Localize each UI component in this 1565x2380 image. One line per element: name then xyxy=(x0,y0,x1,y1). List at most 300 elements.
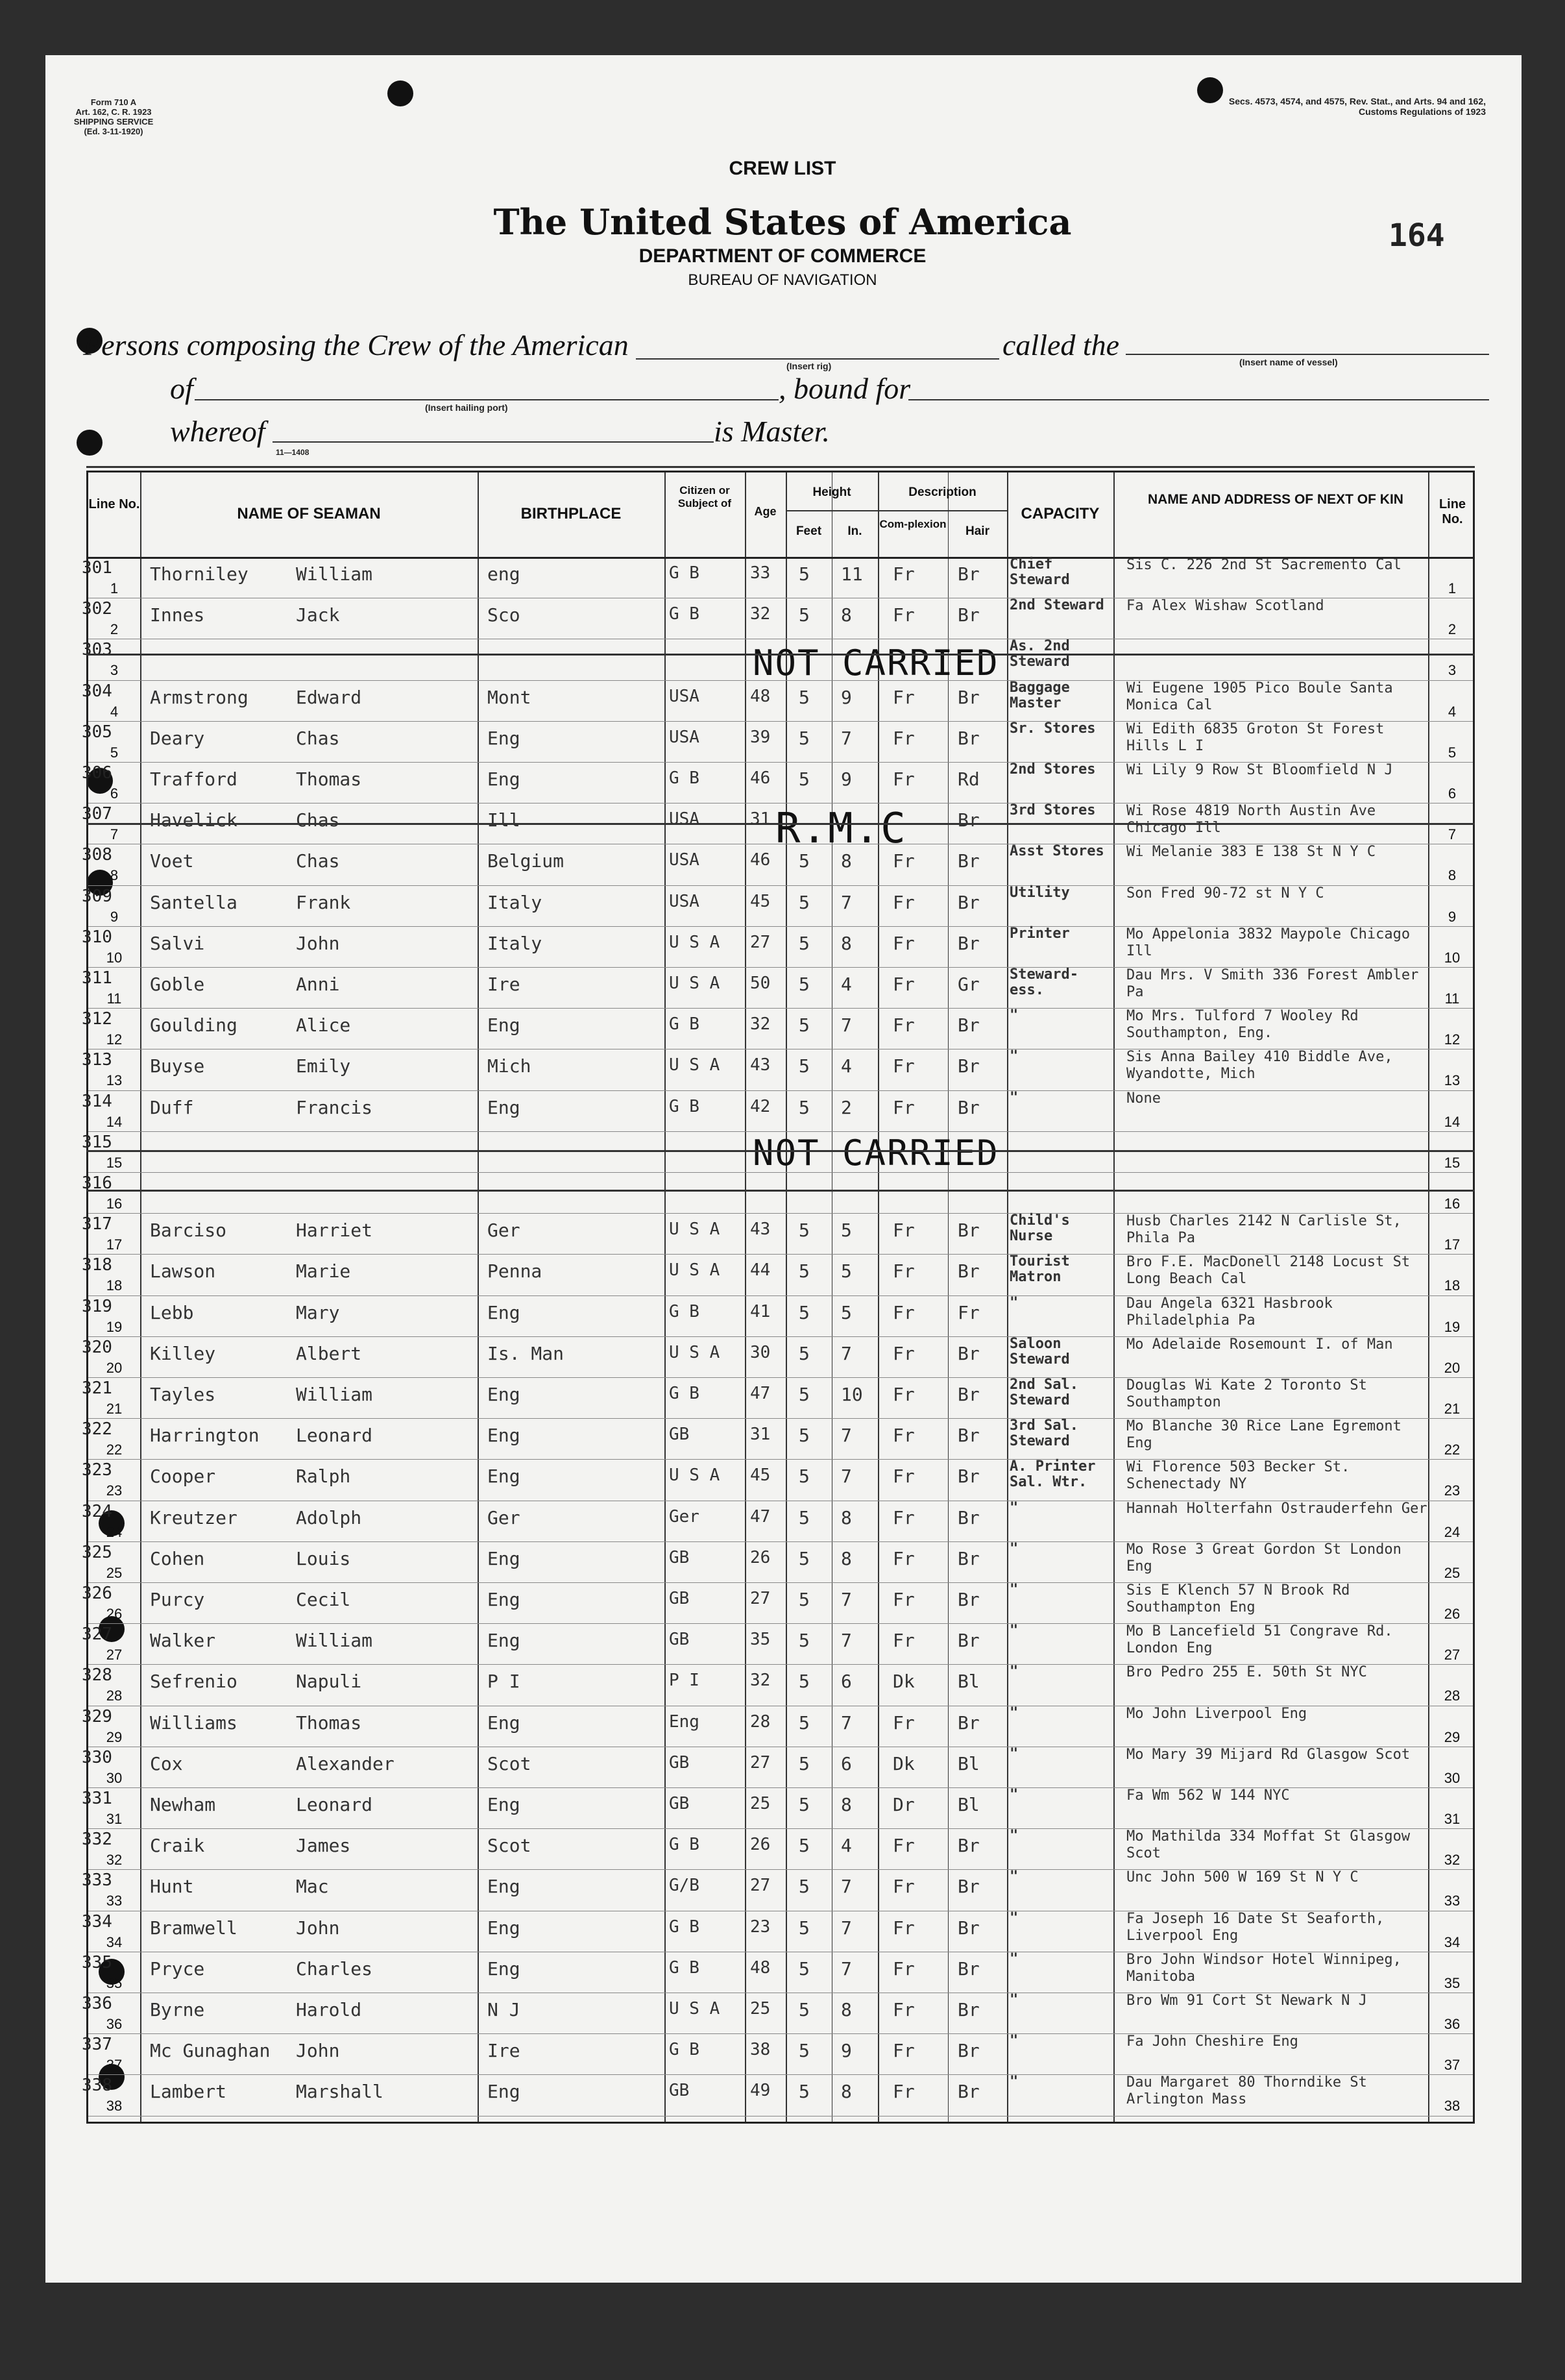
hair: Br xyxy=(958,1506,980,1528)
strike-line xyxy=(86,823,1475,825)
height-inches: 4 xyxy=(841,1835,852,1857)
age: 28 xyxy=(750,1711,771,1732)
seaman-last-name: Walker xyxy=(150,1630,216,1652)
hair: Bl xyxy=(958,1794,980,1815)
height-feet: 5 xyxy=(799,1425,810,1447)
seaman-last-name: Cox xyxy=(150,1752,183,1774)
seaman-last-name: Voet xyxy=(150,850,194,872)
line-number-right: 29 xyxy=(1444,1728,1461,1745)
age: 45 xyxy=(750,891,771,911)
table-row xyxy=(82,966,1473,1008)
citizen-of: USA xyxy=(669,686,699,706)
birthplace: P I xyxy=(487,1671,520,1693)
whereof-label: whereof xyxy=(170,415,265,448)
citizen-of: GB xyxy=(669,1794,690,1813)
capacity: 2nd Sal. Steward xyxy=(1010,1377,1078,1408)
height-feet: 5 xyxy=(799,932,810,954)
strike-line xyxy=(86,654,1475,656)
next-of-kin: Mo B Lancefield 51 Congrave Rd. London Eng xyxy=(1126,1623,1393,1657)
height-feet: 5 xyxy=(799,1260,810,1282)
complexion: Fr xyxy=(893,1014,915,1037)
table-row xyxy=(82,1377,1473,1418)
capacity: " xyxy=(1010,1950,1019,1967)
hair: Br xyxy=(958,1917,980,1939)
next-of-kin: Mo Adelaide Rosemount I. of Man xyxy=(1126,1336,1393,1353)
birthplace: Eng xyxy=(487,1794,520,1815)
hair: Br xyxy=(958,1835,980,1857)
capacity: Asst Stores xyxy=(1010,843,1104,860)
handwritten-line-number: 303 xyxy=(82,640,112,660)
rmc-stamp: R.M.C xyxy=(775,805,907,853)
citizen-of: USA xyxy=(669,809,699,829)
seaman-first-name: Alice xyxy=(296,1014,351,1037)
table-row xyxy=(82,1172,1473,1213)
department-title: DEPARTMENT OF COMMERCE xyxy=(638,245,927,267)
height-feet: 5 xyxy=(799,768,810,790)
seaman-first-name: Leonard xyxy=(296,1794,373,1815)
col-birthplace: BIRTHPLACE xyxy=(520,505,622,522)
capacity: Printer xyxy=(1010,925,1070,942)
line-number-right: 38 xyxy=(1444,2098,1461,2115)
hair: Br xyxy=(958,1342,980,1364)
birthplace: Eng xyxy=(487,1630,520,1652)
next-of-kin: Mo Mary 39 Mijard Rd Glasgow Scot xyxy=(1126,1746,1411,1763)
hair: Br xyxy=(958,563,980,585)
capacity: Baggage Master xyxy=(1010,679,1070,711)
line-number-right: 28 xyxy=(1444,1687,1461,1704)
table-row xyxy=(82,2033,1473,2074)
height-feet: 5 xyxy=(799,1055,810,1077)
persons-composing-label: Persons composing the Crew of the American xyxy=(83,328,629,362)
handwritten-line-number: 329 xyxy=(82,1706,112,1726)
capacity: A. Printer Sal. Wtr. xyxy=(1010,1458,1096,1491)
line-number: 18 xyxy=(106,1277,123,1294)
seaman-first-name: Ralph xyxy=(296,1466,351,1488)
line-number-right: 31 xyxy=(1444,1811,1461,1827)
height-inches: 8 xyxy=(841,932,852,954)
age: 31 xyxy=(750,809,771,829)
hair: Br xyxy=(958,1876,980,1898)
form-service: SHIPPING SERVICE xyxy=(73,117,154,127)
capacity: 3rd Stores xyxy=(1010,802,1096,819)
seaman-first-name: John xyxy=(296,1917,340,1939)
col-line-no: Line No. xyxy=(88,497,140,511)
next-of-kin: Mo Mathilda 334 Moffat St Glasgow Scot xyxy=(1126,1828,1411,1862)
seaman-first-name: John xyxy=(296,2040,340,2062)
height-feet: 5 xyxy=(799,1999,810,2020)
line-number-right: 14 xyxy=(1444,1113,1461,1130)
capacity: Utility xyxy=(1010,884,1070,901)
age: 41 xyxy=(750,1301,771,1321)
height-feet: 5 xyxy=(799,1589,810,1610)
line-number: 3 xyxy=(110,662,119,679)
complexion: Fr xyxy=(893,1384,915,1405)
line-number-right: 33 xyxy=(1444,1893,1461,1909)
line-number-right: 5 xyxy=(1448,744,1457,761)
vessel-fill-line xyxy=(1126,354,1489,355)
handwritten-line-number: 309 xyxy=(82,886,112,906)
table-row xyxy=(82,1089,1473,1131)
height-inches: 8 xyxy=(841,604,852,626)
col-height: Height xyxy=(812,485,851,499)
citizen-of: P I xyxy=(669,1671,699,1691)
citizen-of: U S A xyxy=(669,1260,720,1281)
port-fill-line xyxy=(195,399,779,400)
height-feet: 5 xyxy=(799,1220,810,1242)
birthplace: Eng xyxy=(487,1957,520,1980)
height-inches: 5 xyxy=(841,1220,852,1242)
seaman-last-name: Havelick xyxy=(150,809,237,831)
seaman-first-name: Thomas xyxy=(296,768,362,790)
height-inches: 7 xyxy=(841,891,852,913)
height-inches: 7 xyxy=(841,1425,852,1447)
complexion: Fr xyxy=(893,1342,915,1364)
birthplace: Eng xyxy=(487,1876,520,1898)
birthplace: Italy xyxy=(487,891,542,913)
table-row xyxy=(82,1704,1473,1747)
table-row xyxy=(82,925,1473,967)
next-of-kin: Fa Alex Wishaw Scotland xyxy=(1126,598,1324,615)
table-row xyxy=(82,1745,1473,1787)
seaman-last-name: Kreutzer xyxy=(150,1506,237,1528)
height-feet: 5 xyxy=(799,1342,810,1364)
statute-reference: Secs. 4573, 4574, and 4575, Rev. Stat., and Arts. 94 and 162, Customs Regulations of 1923 xyxy=(1228,96,1486,117)
complexion: Fr xyxy=(893,1999,915,2020)
hair: Br xyxy=(958,1220,980,1242)
table-row xyxy=(82,1417,1473,1459)
seaman-first-name: Louis xyxy=(296,1547,351,1569)
height-inches: 9 xyxy=(841,686,852,708)
line-number: 8 xyxy=(110,867,119,884)
next-of-kin: Unc John 500 W 169 St N Y C xyxy=(1126,1869,1359,1886)
capacity: 2nd Stores xyxy=(1010,761,1096,778)
seaman-last-name: Tayles xyxy=(150,1384,216,1405)
line-number-right: 10 xyxy=(1444,949,1461,966)
next-of-kin: Wi Melanie 383 E 138 St N Y C xyxy=(1126,844,1376,861)
table-row xyxy=(82,1007,1473,1049)
hair: Fr xyxy=(958,1301,980,1323)
height-feet: 5 xyxy=(799,1835,810,1857)
citizen-of: G B xyxy=(669,1096,699,1116)
line-number-right: 3 xyxy=(1448,662,1457,679)
col-feet: Feet xyxy=(795,524,822,538)
capacity: 3rd Sal. Steward xyxy=(1010,1417,1078,1450)
hair: Br xyxy=(958,1957,980,1980)
complexion: Dr xyxy=(893,1794,915,1815)
height-feet: 5 xyxy=(799,1547,810,1569)
complexion: Fr xyxy=(893,727,915,749)
seaman-first-name: Emily xyxy=(296,1055,351,1077)
age: 32 xyxy=(750,604,771,624)
col-citizen: Citizen or Subject of xyxy=(677,484,732,509)
capacity: " xyxy=(1010,2074,1019,2091)
capacity: " xyxy=(1010,1663,1019,1680)
seaman-first-name: Marie xyxy=(296,1260,351,1282)
handwritten-line-number: 312 xyxy=(82,1009,112,1029)
seaman-first-name: Chas xyxy=(296,727,340,749)
seaman-first-name: Jack xyxy=(296,604,340,626)
birthplace: Eng xyxy=(487,768,520,790)
birthplace: Eng xyxy=(487,1014,520,1037)
citizen-of: G B xyxy=(669,768,699,788)
seaman-last-name: Cohen xyxy=(150,1547,205,1569)
header-rule xyxy=(86,466,1475,468)
next-of-kin: Wi Eugene 1905 Pico Boule Santa Monica Cal xyxy=(1126,680,1393,713)
bound-for-label: , bound for xyxy=(779,372,911,405)
hair: Bl xyxy=(958,1671,980,1693)
capacity: " xyxy=(1010,1869,1019,1885)
birthplace: N J xyxy=(487,1999,520,2020)
strike-line xyxy=(86,1150,1475,1152)
country-title: The United States of America xyxy=(493,201,1072,243)
age: 48 xyxy=(750,686,771,706)
handwritten-line-number: 302 xyxy=(82,599,112,619)
line-number: 29 xyxy=(106,1728,123,1745)
destination-fill-line xyxy=(908,399,1489,400)
age: 43 xyxy=(750,1220,771,1240)
table-row xyxy=(82,1909,1473,1952)
line-number: 23 xyxy=(106,1482,123,1499)
age: 39 xyxy=(750,727,771,747)
capacity: " xyxy=(1010,1007,1019,1024)
next-of-kin: Wi Edith 6835 Groton St Forest Hills L I xyxy=(1126,720,1385,754)
line-number-right: 9 xyxy=(1448,908,1457,925)
height-feet: 5 xyxy=(799,1466,810,1488)
hair: Br xyxy=(958,2081,980,2103)
table-row xyxy=(82,1950,1473,1993)
handwritten-line-number: 305 xyxy=(82,722,112,742)
line-number: 37 xyxy=(106,2057,123,2074)
citizen-of: G B xyxy=(669,1384,699,1403)
height-inches: 7 xyxy=(841,1630,852,1652)
height-feet: 5 xyxy=(799,727,810,749)
next-of-kin: Dau Angela 6321 Hasbrook Philadelphia Pa xyxy=(1126,1295,1333,1329)
punch-hole xyxy=(387,80,413,106)
birthplace: Sco xyxy=(487,604,520,626)
capacity: " xyxy=(1010,1048,1019,1065)
table-row xyxy=(82,1992,1473,2033)
line-number-right: 11 xyxy=(1444,990,1460,1007)
next-of-kin: Hannah Holterfahn Ostrauderfehn Ger xyxy=(1126,1500,1427,1517)
next-of-kin: Bro Wm 91 Cort St Newark N J xyxy=(1126,1993,1367,2009)
crew-list-title: CREW LIST xyxy=(729,158,836,179)
complexion: Fr xyxy=(893,563,915,585)
next-of-kin: Dau Mrs. V Smith 336 Forest Ambler Pa xyxy=(1126,967,1419,1000)
complexion: Fr xyxy=(893,686,915,708)
handwritten-line-number: 320 xyxy=(82,1337,112,1357)
handwritten-line-number: 314 xyxy=(82,1091,112,1111)
capacity: Tourist Matron xyxy=(1010,1253,1070,1286)
age: 26 xyxy=(750,1835,771,1855)
citizen-of: GB xyxy=(669,1425,690,1445)
height-inches: 5 xyxy=(841,1301,852,1323)
seaman-first-name: Anni xyxy=(296,974,340,995)
seaman-last-name: Hunt xyxy=(150,1876,194,1898)
not-carried-stamp: NOT CARRIED xyxy=(753,643,999,683)
next-of-kin: Sis C. 226 2nd St Sacremento Cal xyxy=(1126,557,1401,573)
line-number: 34 xyxy=(106,1933,123,1950)
age: 27 xyxy=(750,1589,771,1608)
handwritten-line-number: 324 xyxy=(82,1501,112,1521)
line-number-right: 32 xyxy=(1444,1852,1461,1869)
complexion: Fr xyxy=(893,1876,915,1898)
seaman-last-name: Armstrong xyxy=(150,686,249,708)
complexion: Fr xyxy=(893,1589,915,1610)
height-feet: 5 xyxy=(799,1917,810,1939)
citizen-of: G B xyxy=(669,604,699,624)
capacity: " xyxy=(1010,1499,1019,1516)
citizen-of: GB xyxy=(669,2081,690,2101)
hair: Br xyxy=(958,1096,980,1118)
line-number-right: 21 xyxy=(1444,1401,1461,1417)
table-row xyxy=(82,1787,1473,1828)
handwritten-line-number: 316 xyxy=(82,1173,112,1193)
bureau-title: BUREAU OF NAVIGATION xyxy=(688,271,877,289)
handwritten-line-number: 304 xyxy=(82,681,112,701)
hair: Br xyxy=(958,1999,980,2020)
height-inches: 9 xyxy=(841,768,852,790)
handwritten-line-number: 334 xyxy=(82,1911,112,1932)
line-number: 10 xyxy=(106,949,123,966)
age: 32 xyxy=(750,1014,771,1035)
line-number: 11 xyxy=(106,990,122,1007)
height-inches: 8 xyxy=(841,1506,852,1528)
is-master-label: is Master. xyxy=(714,415,830,448)
handwritten-line-number: 338 xyxy=(82,2076,112,2096)
birthplace: Mich xyxy=(487,1055,531,1077)
form-number: Form 710 A xyxy=(90,97,137,107)
col-complexion: Com-plexion xyxy=(879,518,947,530)
age: 25 xyxy=(750,1794,771,1813)
age: 48 xyxy=(750,1957,771,1978)
seaman-first-name: Thomas xyxy=(296,1711,362,1734)
age: 27 xyxy=(750,1876,771,1896)
seaman-last-name: Mc Gunaghan xyxy=(150,2040,271,2062)
handwritten-line-number: 328 xyxy=(82,1665,112,1686)
birthplace: Ger xyxy=(487,1506,520,1528)
line-number-right: 16 xyxy=(1444,1196,1461,1212)
birthplace: Eng xyxy=(487,1096,520,1118)
next-of-kin: Son Fred 90-72 st N Y C xyxy=(1126,885,1324,902)
line-number-right: 7 xyxy=(1448,826,1457,843)
line-number: 24 xyxy=(106,1523,123,1540)
seaman-last-name: Duff xyxy=(150,1096,194,1118)
line-number-right: 30 xyxy=(1444,1769,1461,1786)
line-number-right: 8 xyxy=(1448,867,1457,884)
hair: Br xyxy=(958,727,980,749)
height-inches: 10 xyxy=(841,1384,863,1405)
height-feet: 5 xyxy=(799,2040,810,2062)
height-feet: 5 xyxy=(799,1384,810,1405)
age: 26 xyxy=(750,1547,771,1567)
birthplace: Eng xyxy=(487,1466,520,1488)
seaman-first-name: Charles xyxy=(296,1957,373,1980)
hair: Br xyxy=(958,850,980,872)
line-number: 16 xyxy=(106,1196,123,1212)
line-number: 26 xyxy=(106,1606,123,1622)
height-inches: 8 xyxy=(841,1794,852,1815)
height-inches: 7 xyxy=(841,1466,852,1488)
complexion: Fr xyxy=(893,1220,915,1242)
hair: Br xyxy=(958,1547,980,1569)
complexion: Fr xyxy=(893,1301,915,1323)
age: 50 xyxy=(750,974,771,993)
capacity: Child's Nurse xyxy=(1010,1212,1070,1245)
age: 32 xyxy=(750,1671,771,1691)
table-row xyxy=(82,1540,1473,1582)
hair: Br xyxy=(958,1260,980,1282)
height-inches: 7 xyxy=(841,1917,852,1939)
line-number: 5 xyxy=(110,744,119,761)
line-number-right: 4 xyxy=(1448,703,1457,720)
seaman-last-name: Pryce xyxy=(150,1957,205,1980)
age: 45 xyxy=(750,1466,771,1486)
line-number-right: 2 xyxy=(1448,621,1457,638)
seaman-last-name: Deary xyxy=(150,727,205,749)
strike-line xyxy=(86,1190,1475,1192)
capacity: " xyxy=(1010,1992,1019,2008)
birthplace: Mont xyxy=(487,686,531,708)
complexion: Fr xyxy=(893,1055,915,1077)
citizen-of: U S A xyxy=(669,1342,720,1362)
age: 27 xyxy=(750,932,771,952)
seaman-last-name: Trafford xyxy=(150,768,237,790)
seaman-last-name: Goble xyxy=(150,974,205,995)
height-feet: 5 xyxy=(799,1711,810,1734)
citizen-of: G B xyxy=(669,1917,699,1937)
capacity: " xyxy=(1010,2033,1019,2050)
table-row xyxy=(82,884,1473,926)
complexion: Fr xyxy=(893,604,915,626)
punch-hole xyxy=(77,430,103,456)
age: 49 xyxy=(750,2081,771,2101)
height-feet: 5 xyxy=(799,1752,810,1774)
hair: Gr xyxy=(958,974,980,995)
capacity: Chief Steward xyxy=(1010,556,1070,588)
handwritten-line-number: 327 xyxy=(82,1625,112,1645)
col-description: Description xyxy=(908,485,977,499)
table-row xyxy=(82,761,1473,803)
seaman-first-name: Frank xyxy=(296,891,351,913)
height-inches: 7 xyxy=(841,1589,852,1610)
citizen-of: G B xyxy=(669,1835,699,1855)
table-row xyxy=(82,1294,1473,1336)
capacity: Sr. Stores xyxy=(1010,720,1096,737)
line-number: 33 xyxy=(106,1893,123,1909)
citizen-of: G B xyxy=(669,2040,699,2060)
handwritten-line-number: 325 xyxy=(82,1542,112,1562)
age: 42 xyxy=(750,1096,771,1116)
next-of-kin: Mo Mrs. Tulford 7 Wooley Rd Southampton, Eng. xyxy=(1126,1008,1359,1042)
next-of-kin: Mo Appelonia 3832 Maypole Chicago Ill xyxy=(1126,926,1411,959)
handwritten-line-number: 318 xyxy=(82,1255,112,1275)
next-of-kin: Douglas Wi Kate 2 Toronto St Southampton xyxy=(1126,1377,1367,1410)
citizen-of: USA xyxy=(669,850,699,870)
line-number: 17 xyxy=(106,1236,123,1253)
handwritten-line-number: 330 xyxy=(82,1747,112,1767)
table-row xyxy=(82,1335,1473,1377)
height-feet: 5 xyxy=(799,1506,810,1528)
birthplace: Scot xyxy=(487,1835,531,1857)
age: 30 xyxy=(750,1342,771,1362)
seaman-last-name: Harrington xyxy=(150,1425,260,1447)
line-number: 35 xyxy=(106,1974,123,1991)
height-inches: 6 xyxy=(841,1671,852,1693)
line-number: 32 xyxy=(106,1852,123,1869)
age: 35 xyxy=(750,1630,771,1650)
capacity: As. 2nd Steward xyxy=(1010,638,1070,670)
capacity: " xyxy=(1010,1540,1019,1557)
